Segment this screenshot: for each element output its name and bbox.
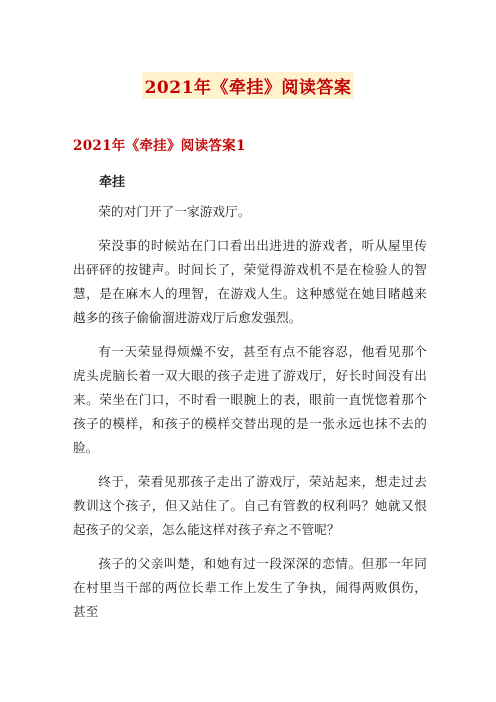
paragraph: 有一天荣显得烦燥不安，甚至有点不能容忍，他看见那个虎头虎脑长着一双大眼的孩子走进了游戏厅，好长时间没有出来。荣坐在门口，不时看一眼腕上的表，眼前一直恍惚着那个孩子的模样，和孩子的模样交替出现的是一张永远也抹不去的脸。 bbox=[73, 344, 427, 455]
document-title-wrap bbox=[0, 72, 496, 99]
story-title: 牵挂 bbox=[99, 175, 126, 190]
paragraph: 荣没事的时候站在门口看出出进进的游戏者，听从屋里传出砰砰的按键声。时间长了，荣觉得游戏机不是在检验人的智慧，是在麻木人的理智，在游戏人生。这种感觉在她目睹越来越多的孩子偷偷溜进游戏厅后愈发强烈。 bbox=[73, 238, 427, 325]
document-title: 2021年《牵挂》阅读答案 bbox=[142, 72, 355, 99]
paragraph: 荣的对门开了一家游戏厅。 bbox=[98, 204, 251, 219]
paragraph: 孩子的父亲叫楚，和她有过一段深深的恋情。但那一年同在村里当干部的两位长辈工作上发生了争执，闹得两败俱伤，甚至 bbox=[73, 556, 427, 619]
section-heading: 2021年《牵挂》阅读答案1 bbox=[73, 138, 246, 154]
story-body bbox=[73, 200, 427, 634]
paragraph: 终于，荣看见那孩子走出了游戏厅，荣站起来，想走过去教训这个孩子，但又站住了。自己有管教的权利吗？她就又恨起孩子的父亲，怎么能这样对孩子弃之不管呢？ bbox=[73, 474, 427, 537]
